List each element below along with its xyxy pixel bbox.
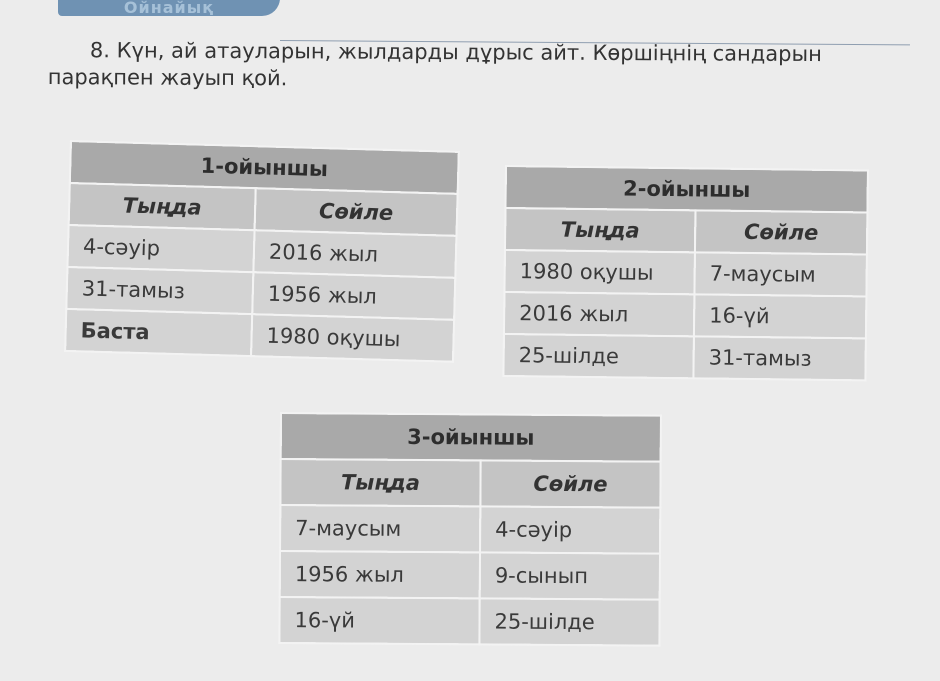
listen-cell: 4-сәуір bbox=[67, 225, 254, 272]
player-2-table bbox=[502, 165, 869, 381]
listen-cell: 1980 оқушы bbox=[504, 250, 694, 294]
listen-cell: 16-үй bbox=[279, 597, 479, 644]
table-row bbox=[280, 551, 660, 600]
listen-header: Тыңда bbox=[505, 208, 695, 252]
start-cell: Баста bbox=[65, 309, 252, 356]
listen-cell: 25-шілде bbox=[503, 334, 693, 378]
listen-header: Тыңда bbox=[280, 459, 480, 506]
speak-cell: 9-сынып bbox=[480, 552, 660, 599]
speak-cell: 16-үй bbox=[694, 294, 867, 338]
player-1-title: 1-ойыншы bbox=[70, 141, 459, 194]
task-instruction bbox=[48, 37, 918, 96]
player-2-title: 2-ойыншы bbox=[505, 166, 868, 212]
listen-cell: 7-маусым bbox=[280, 505, 480, 552]
speak-cell: 4-сәуір bbox=[480, 506, 660, 553]
table-row bbox=[504, 292, 867, 338]
table-row bbox=[504, 250, 867, 296]
speak-cell: 1980 оқушы bbox=[251, 314, 454, 362]
listen-cell: 1956 жыл bbox=[280, 551, 480, 598]
section-header-tab bbox=[58, 0, 280, 16]
task-text: Күн, ай атауларын, жылдарды дұрыс айт. Көршіңнің сандарын парақпен жауып қой. bbox=[47, 38, 822, 91]
player-3-table bbox=[278, 412, 662, 647]
speak-cell: 31-тамыз bbox=[693, 336, 866, 380]
table-row bbox=[280, 505, 660, 554]
speak-header: Сөйле bbox=[695, 210, 868, 254]
section-header-label: Ойнайық bbox=[123, 0, 215, 16]
task-number: 8. bbox=[89, 38, 111, 63]
speak-header: Сөйле bbox=[255, 188, 458, 236]
table-row bbox=[503, 334, 866, 380]
speak-cell: 2016 жыл bbox=[253, 230, 456, 278]
table-row bbox=[279, 597, 659, 646]
player-3-title: 3-ойыншы bbox=[281, 413, 661, 462]
speak-cell: 7-маусым bbox=[694, 252, 867, 296]
listen-cell: 2016 жыл bbox=[504, 292, 694, 336]
player-1-table bbox=[64, 140, 460, 363]
listen-header: Тыңда bbox=[69, 183, 256, 230]
listen-cell: 31-тамыз bbox=[66, 267, 253, 314]
speak-cell: 25-шілде bbox=[479, 598, 659, 645]
speak-cell: 1956 жыл bbox=[252, 272, 455, 320]
speak-header: Сөйле bbox=[480, 460, 660, 507]
